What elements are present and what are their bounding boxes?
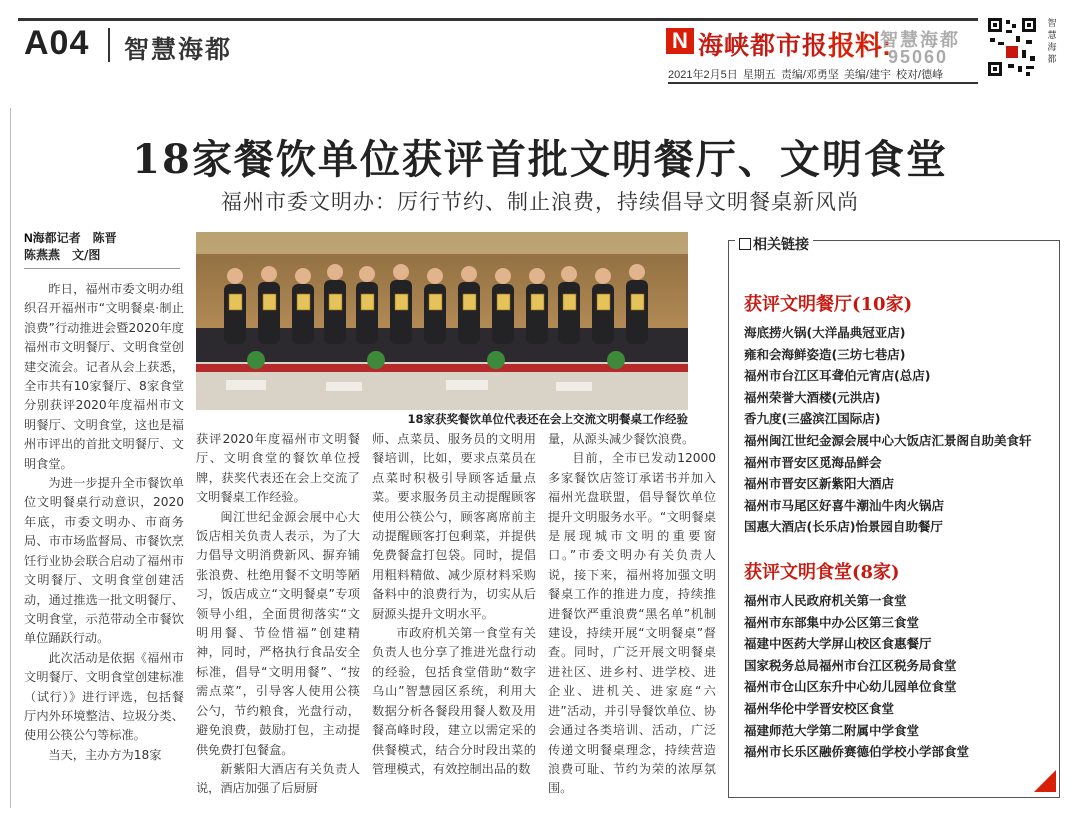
list-item: 福州华伦中学晋安校区食堂 — [744, 700, 895, 716]
list-item: 福建师范大学第二附属中学食堂 — [744, 722, 920, 738]
list-item: 福州荣誉大酒楼(元洪店) — [744, 389, 881, 405]
article-column-4 — [548, 430, 716, 800]
hotline-label: 报料: — [828, 31, 891, 61]
article-column-3 — [372, 430, 536, 800]
page-number: A04 — [24, 24, 90, 62]
photo-caption: 18家获奖餐饮单位代表还在会上交流文明餐桌工作经验 — [407, 412, 688, 426]
hotline-number: 95060 — [888, 47, 949, 67]
headline: 18家餐饮单位获评首批文明餐厅、文明食堂 — [132, 136, 948, 183]
byline-rule — [24, 268, 180, 269]
canteens-list — [744, 590, 969, 763]
article-column-2 — [196, 430, 360, 800]
byline-logo: N — [24, 231, 33, 245]
date-line: 2021年2月5日 星期五 责编/邓勇坚 美编/建宇 校对/德峰 — [668, 69, 944, 81]
list-item: 福建中医药大学屏山校区食惠餐厅 — [744, 636, 932, 652]
list-item: 福州市人民政府机关第一食堂 — [744, 593, 907, 608]
paragraph: 量，从源头减少餐饮浪费。 — [548, 432, 695, 446]
paragraph: 昨日，福州市委文明办组织召开福州市“文明餐桌·制止浪费”行动推进会暨2020年度福州市文明餐厅、文明食堂创建交流会。记者从会上获悉，全市共有10家餐厅、8家食堂分别获评2020年度福州市文明餐厅、文明食堂，这也是福州市评出的首批文明餐厅、文明食堂。 — [24, 282, 184, 471]
list-item: 福州市台江区耳聋伯元宵店(总店) — [744, 368, 931, 384]
list-item: 福州市长乐区融侨赛德伯学校小学部食堂 — [744, 744, 970, 760]
list-item: 海底捞火锅(大洋晶典冠亚店) — [744, 325, 906, 340]
list-item: 福州市仓山区东升中心幼儿园单位食堂 — [744, 679, 957, 695]
paragraph: 市政府机关第一食堂有关负责人也分享了推进光盘行动的经验，包括食堂借助“数字乌山”智慧园区系统，利用大数据分析各餐段用餐人数及用餐高峰时段，建立以需定采的供餐模式，结合分时段出菜的管理模式，有效控制出品的数 — [372, 626, 536, 776]
list-item: 福州市东部集中办公区第三食堂 — [744, 614, 920, 630]
related-links-label: 相关链接 — [753, 237, 809, 253]
side-tag: 智慧海都 — [1047, 19, 1057, 65]
qr-code-icon[interactable] — [986, 16, 1038, 78]
brand-name: 海峡都市报 — [698, 31, 829, 60]
hotline-name: 智慧海都 — [880, 30, 960, 50]
article-column-1 — [24, 280, 184, 800]
brand-logo: N — [666, 28, 694, 54]
header-rule-top — [18, 18, 978, 21]
paragraph: 为进一步提升全市餐饮单位文明餐桌行动意识，2020年底，市委文明办、市商务局、市市场监督局、市餐饮烹饪行业协会联合启动了福州市文明餐厅、文明食堂创建活动，通过推选一批文明餐厅、文明食堂，示范带动全市餐饮单位踊跃行动。 — [24, 476, 184, 646]
header-rule-bottom — [668, 82, 978, 84]
byline-reporter: 海都记者 陈晋 — [32, 231, 117, 245]
paragraph: 闽江世纪金源会展中心大饭店相关负责人表示，为了大力倡导文明消费新风、摒弃铺张浪费、杜绝用餐不文明等陋习，饭店成立“文明餐桌”专项领导小组，全面贯彻落实“文明用餐、节俭惜福”创建精神，同时，严格执行食品安全标准，倡导“文明用餐”、“按需点菜”，引导客人使用公筷公勺，节约粮食，光盘行动，避免浪费，鼓励打包，主动提供免费打包餐盒。 — [196, 509, 360, 757]
paragraph: 师、点菜员、服务员的文明用餐培训，比如，要求点菜员在点菜时积极引导顾客适量点菜。要求服务员主动提醒顾客使用公筷公勺，顾客离席前主动提醒顾客打包剩菜，并提供免费餐盒打包袋。同时，提倡用粗料精做、减少原材料采购备料中的浪费行为，切实从后厨源头提升文明水平。 — [372, 432, 536, 621]
paragraph: 此次活动是依据《福州市文明餐厅、文明食堂创建标准（试行）》进行评选，包括餐厅内外环境整洁、垃圾分类、使用公筷公勺等标准。 — [24, 650, 184, 743]
paragraph: 目前，全市已发动12000多家餐饮店签订承诺书并加入福州光盘联盟，倡导餐饮单位提升文明服务水平。“文明餐桌是展现城市文明的重要窗口。”市委文明办有关负责人说，接下来，福州将加强文明餐桌工作的推进力度，持续推进餐饮严重浪费“黑名单”机制建设，持续开展“文明餐桌”督查。同时，广泛开展文明餐桌进社区、进乡村、进学校、进企业、进机关、进家庭“六进”活动，并引导餐饮单位、协会通过各类培训、活动，广泛传递文明餐桌理念，持续营造浪费可耻、节约为荣的浓厚氛围。 — [548, 451, 716, 796]
paragraph: 当天，主办方为18家 — [48, 747, 162, 762]
related-links-heading — [735, 234, 813, 254]
paragraph: 获评2020年度福州市文明餐厅、文明食堂的餐饮单位授牌，获奖代表还在会上交流了文明餐桌工作经验。 — [196, 432, 360, 505]
news-photo — [196, 232, 688, 410]
list-item: 福州市马尾区好喜牛潮汕牛肉火锅店 — [744, 497, 945, 513]
list-item: 香九度(三盛滨江国际店) — [744, 411, 881, 427]
corner-triangle-icon — [1034, 770, 1056, 792]
restaurants-list — [744, 322, 1032, 538]
subheadline: 福州市委文明办：厉行节约、制止浪费，持续倡导文明餐桌新风尚 — [221, 190, 859, 214]
list-item: 雍和会海鲜姿造(三坊七巷店) — [744, 346, 906, 362]
canteens-title: 获评文明食堂(8家) — [744, 562, 900, 583]
list-item: 国惠大酒店(长乐店)怡景园自助餐厅 — [744, 519, 943, 535]
restaurants-title: 获评文明餐厅(10家) — [744, 294, 913, 315]
checkbox-square-icon — [739, 238, 751, 250]
list-item: 福州市晋安区新紫阳大酒店 — [744, 476, 895, 492]
byline-credit: 陈燕燕 文/图 — [24, 248, 101, 262]
list-item: 国家税务总局福州市台江区税务局食堂 — [744, 657, 957, 673]
section-title: 智慧海都 — [124, 36, 233, 64]
paragraph: 新紫阳大酒店有关负责人说，酒店加强了后厨厨 — [196, 761, 360, 796]
header-separator — [108, 28, 110, 62]
list-item: 福州闽江世纪金源会展中心大饭店汇景阁自助美食轩 — [744, 432, 1032, 448]
page-header — [0, 0, 1080, 104]
list-item: 福州市晋安区觅海品鲜会 — [744, 454, 882, 470]
byline — [24, 230, 184, 264]
